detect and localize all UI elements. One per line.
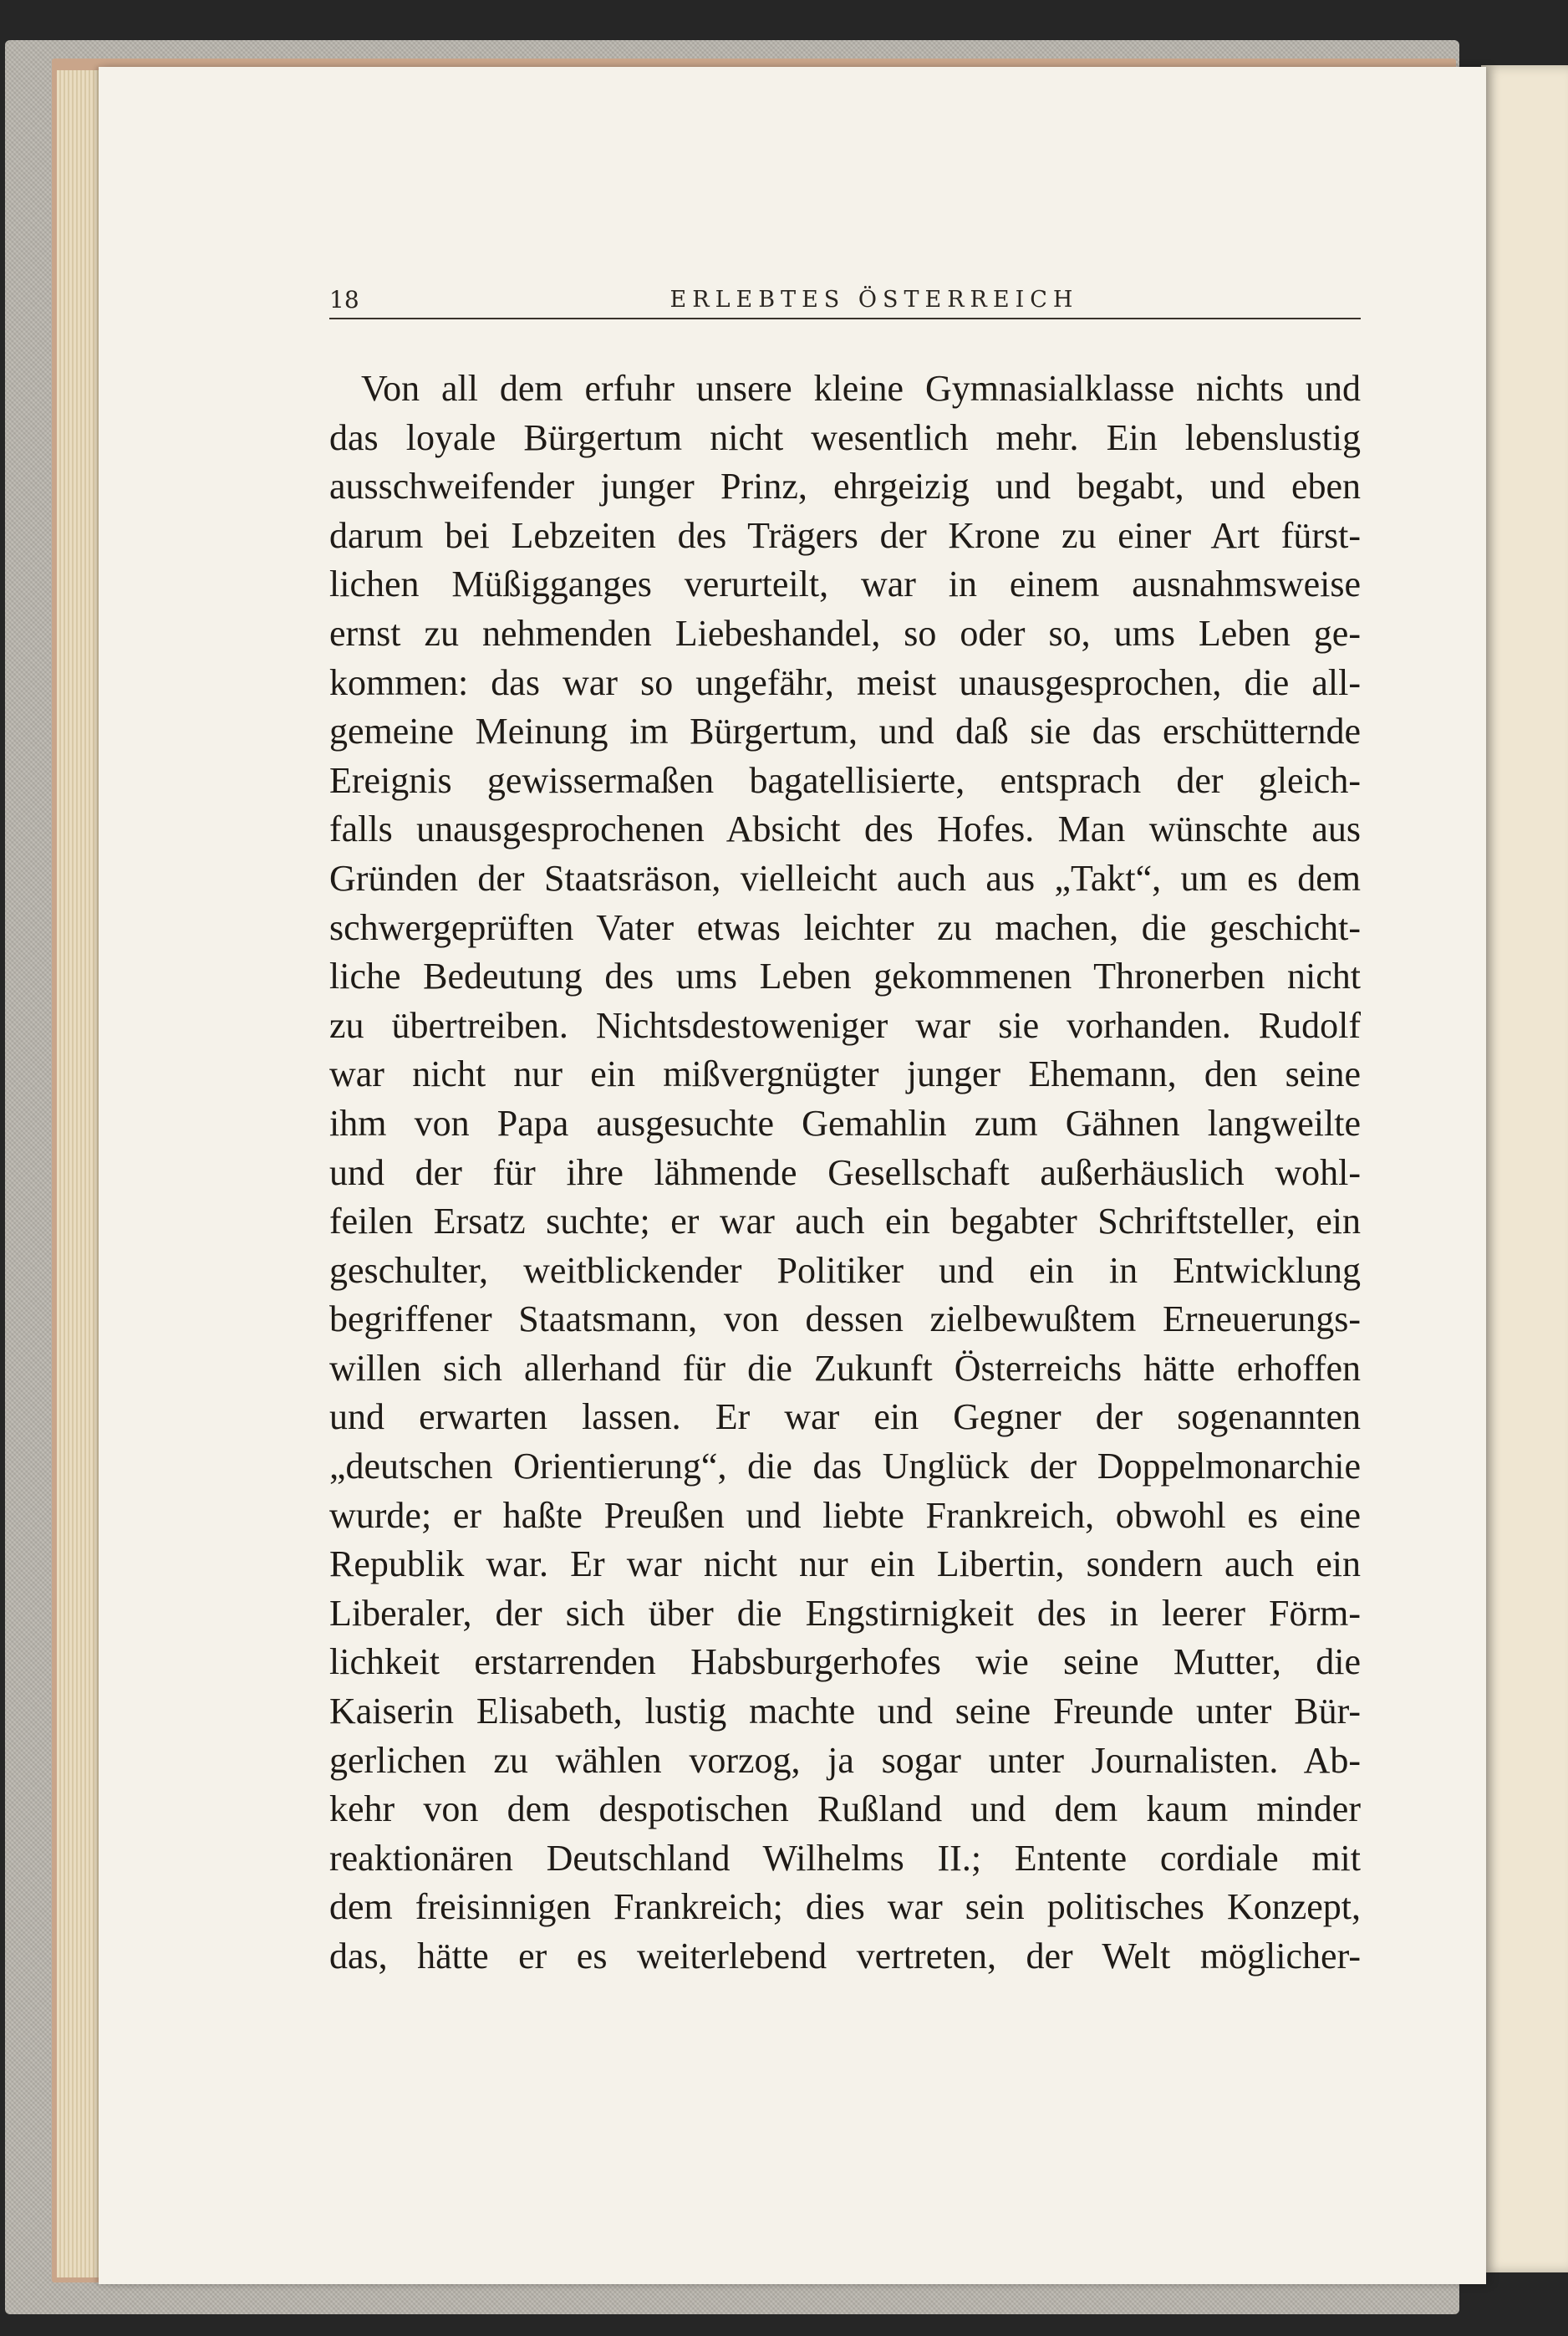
text-line: feilen Ersatz suchte; er war auch ein begabter Schriftsteller, ein xyxy=(329,1201,1361,1242)
text-line: liche Bedeutung des ums Leben gekommenen Thronerben nicht xyxy=(329,956,1361,997)
text-line: Von all dem erfuhr unsere kleine Gymnasialklasse nichts und xyxy=(361,368,1361,409)
text-line: gerlichen zu wählen vorzog, ja sogar unter Journalisten. Ab- xyxy=(329,1739,1361,1781)
text-line: Republik war. Er war nicht nur ein Libertin, sondern auch ein xyxy=(329,1543,1361,1585)
text-line: kehr von dem despotischen Rußland und dem kaum minder xyxy=(329,1788,1361,1830)
running-head xyxy=(329,281,1361,319)
text-line: ausschweifender junger Prinz, ehrgeizig und begabt, und eben xyxy=(329,466,1361,507)
text-line: lichen Müßigganges verurteilt, war in einem ausnahmsweise xyxy=(329,564,1361,605)
text-line: Kaiserin Elisabeth, lustig machte und seine Freunde unter Bür- xyxy=(329,1691,1361,1732)
text-line: lichkeit erstarrenden Habsburgerhofes wie seine Mutter, die xyxy=(329,1641,1361,1683)
text-line: „deutschen Orientierung“, die das Unglück der Doppelmonarchie xyxy=(329,1446,1361,1487)
text-line: reaktionären Deutschland Wilhelms II.; Entente cordiale mit xyxy=(329,1837,1361,1879)
text-line: war nicht nur ein mißvergnügter junger Ehemann, den seine xyxy=(329,1053,1361,1095)
facing-page-edge xyxy=(1481,65,1568,2272)
text-line: begriffener Staatsmann, von dessen zielbewußtem Erneuerungs- xyxy=(329,1298,1361,1340)
text-line: schwergeprüften Vater etwas leichter zu machen, die geschicht- xyxy=(329,906,1361,948)
text-line: dem freisinnigen Frankreich; dies war sein politisches Konzept, xyxy=(329,1886,1361,1928)
text-line: geschulter, weitblickender Politiker und ein in Entwicklung xyxy=(329,1249,1361,1291)
text-line: falls unausgesprochenen Absicht des Hofes. Man wünschte aus xyxy=(329,808,1361,850)
text-line: ihm von Papa ausgesuchte Gemahlin zum Gähnen langweilte xyxy=(329,1102,1361,1144)
running-title: ERLEBTES ÖSTERREICH xyxy=(669,287,1079,313)
text-line: gemeine Meinung im Bürgertum, und daß sie das erschütternde xyxy=(329,711,1361,752)
body-text xyxy=(329,365,1361,1982)
header-rule xyxy=(329,318,1361,319)
text-line: das loyale Bürgertum nicht wesentlich mehr. Ein lebenslustig xyxy=(329,416,1361,458)
page-number: 18 xyxy=(329,286,359,314)
text-line: ernst zu nehmenden Liebeshandel, so oder so, ums Leben ge- xyxy=(329,612,1361,654)
text-line: zu übertreiben. Nichtsdestoweniger war sie vorhanden. Rudolf xyxy=(329,1004,1361,1046)
text-line: Liberaler, der sich über die Engstirnigkeit des in leerer Förm- xyxy=(329,1592,1361,1634)
text-line: und erwarten lassen. Er war ein Gegner der sogenannten xyxy=(329,1396,1361,1438)
text-line: Gründen der Staatsräson, vielleicht auch aus „Takt“, um es dem xyxy=(329,857,1361,899)
text-line: Ereignis gewissermaßen bagatellisierte, entsprach der gleich- xyxy=(329,759,1361,801)
text-line: kommen: das war so ungefähr, meist unausgesprochen, die all- xyxy=(329,661,1361,703)
text-line: willen sich allerhand für die Zukunft Österreichs hätte erhoffen xyxy=(329,1347,1361,1389)
text-line: und der für ihre lähmende Gesellschaft außerhäuslich wohl- xyxy=(329,1151,1361,1193)
text-line: wurde; er haßte Preußen und liebte Frankreich, obwohl es eine xyxy=(329,1494,1361,1536)
text-line: das, hätte er es weiterlebend vertreten, der Welt möglicher- xyxy=(329,1936,1361,1976)
text-line: darum bei Lebzeiten des Trägers der Krone zu einer Art fürst- xyxy=(329,514,1361,556)
